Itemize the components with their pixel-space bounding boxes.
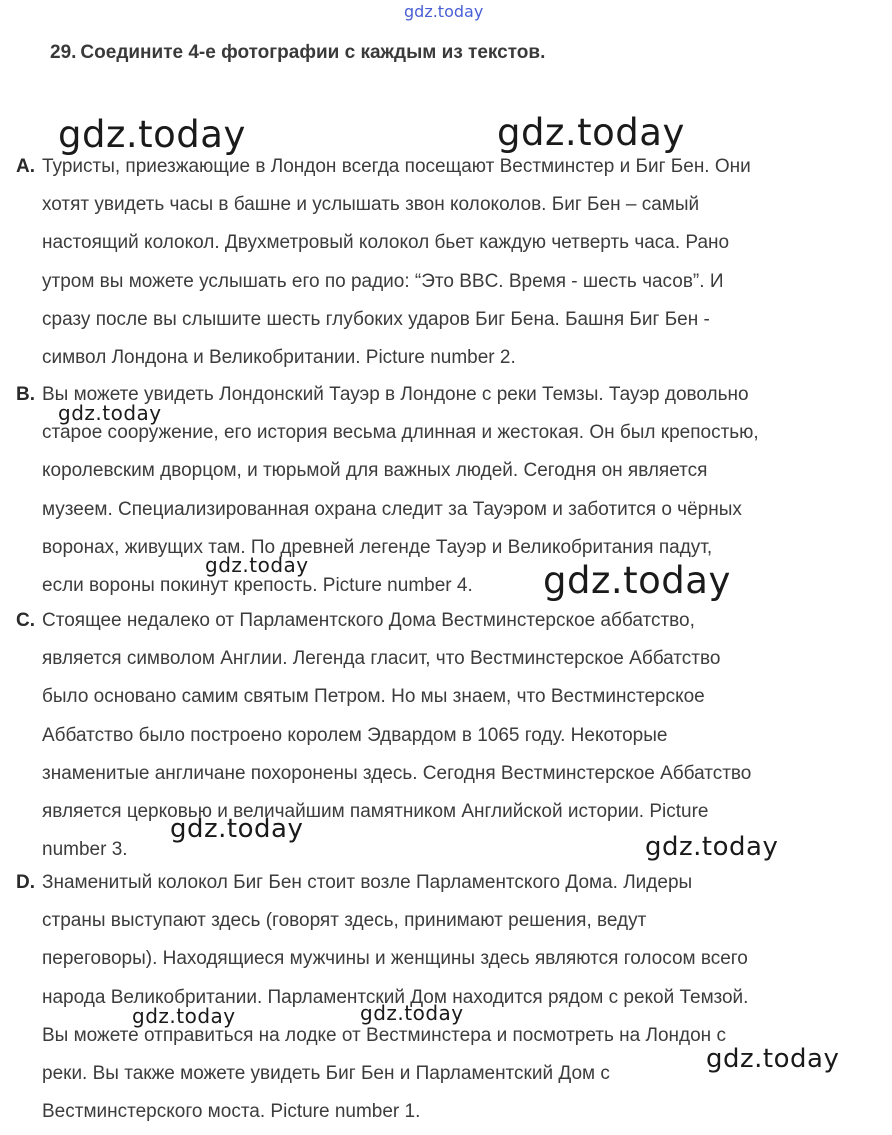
- paragraph-line: символ Лондона и Великобритании. Picture number 2.: [42, 347, 516, 369]
- paragraph-line: воронах, живущих там. По древней легенде Тауэр и Великобритания падут,: [42, 536, 713, 558]
- paragraph-line: [16, 602, 876, 640]
- paragraph-line: старое сооружение, его история весьма длинная и жестокая. Он был крепостью,: [42, 422, 759, 444]
- paragraph-line: если вороны покинут крепость. Picture number 4.: [42, 575, 473, 597]
- line-text: Стоящее недалеко от Парламентского Дома Вестминстерское аббатство,: [42, 610, 695, 631]
- paragraph-letter: C.: [16, 610, 35, 631]
- paragraph-line: утром вы можете услышать его по радио: “Это BBC. Время - шесть часов”. И: [42, 270, 724, 292]
- watermark: gdz.today: [58, 401, 162, 425]
- paragraph-letter: D.: [16, 872, 35, 893]
- task-number: 29.: [50, 42, 77, 63]
- line-text: Туристы, приезжающие в Лондон всегда посещают Вестминстер и Биг Бен. Они: [42, 156, 751, 177]
- task-title: [50, 42, 545, 64]
- paragraph-line: настоящий колокол. Двухметровый колокол бьет каждую четверть часа. Рано: [42, 232, 730, 254]
- paragraph-line: является церковью и величайшим памятником Английской истории. Picture: [42, 801, 709, 823]
- watermark-top: gdz.today: [404, 2, 484, 21]
- paragraph-line: сразу после вы слышите шесть глубоких ударов Биг Бена. Башня Биг Бен -: [42, 308, 710, 330]
- paragraph-line: является символом Англии. Легенда гласит, что Вестминстерское Аббатство: [42, 648, 721, 670]
- paragraph-line: реки. Вы также можете увидеть Биг Бен и Парламентский Дом с: [42, 1063, 610, 1085]
- task-instruction: Соедините 4-е фотографии с каждым из текстов.: [80, 42, 546, 63]
- watermark: gdz.today: [645, 832, 779, 862]
- paragraph-line: переговоры). Находящиеся мужчины и женщины здесь являются голосом всего: [42, 948, 748, 970]
- paragraph-letter: B.: [16, 384, 35, 405]
- paragraph-line: number 3.: [42, 839, 128, 861]
- watermark: gdz.today: [205, 553, 309, 577]
- paragraph-line: [16, 864, 876, 902]
- watermark: gdz.today: [170, 814, 304, 844]
- paragraph-line: страны выступают здесь (говорят здесь, принимают решения, ведут: [42, 910, 647, 932]
- watermark: gdz.today: [360, 1001, 464, 1025]
- paragraph-line: королевским дворцом, и тюрьмой для важных людей. Сегодня он является: [42, 460, 708, 482]
- paragraph-line: Вестминстерского моста. Picture number 1.: [42, 1101, 421, 1123]
- watermark: gdz.today: [543, 559, 731, 602]
- line-text: Знаменитый колокол Биг Бен стоит возле Парламентского Дома. Лидеры: [42, 872, 693, 893]
- paragraph-d: [16, 864, 876, 1131]
- paragraph-line: знаменитые англичане похоронены здесь. Сегодня Вестминстерское Аббатство: [42, 762, 752, 784]
- paragraph-a: [16, 148, 876, 377]
- paragraph-line: Аббатство было построено королем Эдвардом в 1065 году. Некоторые: [42, 724, 668, 746]
- watermark: gdz.today: [497, 111, 685, 154]
- paragraph-line: Вы можете отправиться на лодке от Вестминстера и посмотреть на Лондон с: [42, 1024, 726, 1046]
- watermark: gdz.today: [58, 113, 246, 156]
- line-text: Вы можете увидеть Лондонский Тауэр в Лондоне с реки Темзы. Тауэр довольно: [42, 384, 749, 405]
- paragraph-line: хотят увидеть часы в башне и услышать звон колоколов. Биг Бен – самый: [42, 194, 700, 216]
- paragraph-line: было основано самим святым Петром. Но мы знаем, что Вестминстерское: [42, 686, 705, 708]
- watermark: gdz.today: [706, 1044, 840, 1074]
- paragraph-letter: A.: [16, 156, 35, 177]
- paragraph-c: [16, 602, 876, 869]
- paragraph-line: народа Великобритании. Парламентский Дом находится рядом с рекой Темзой.: [42, 986, 749, 1008]
- watermark: gdz.today: [132, 1004, 236, 1028]
- paragraph-line: музеем. Специализированная охрана следит за Тауэром и заботится о чёрных: [42, 498, 742, 520]
